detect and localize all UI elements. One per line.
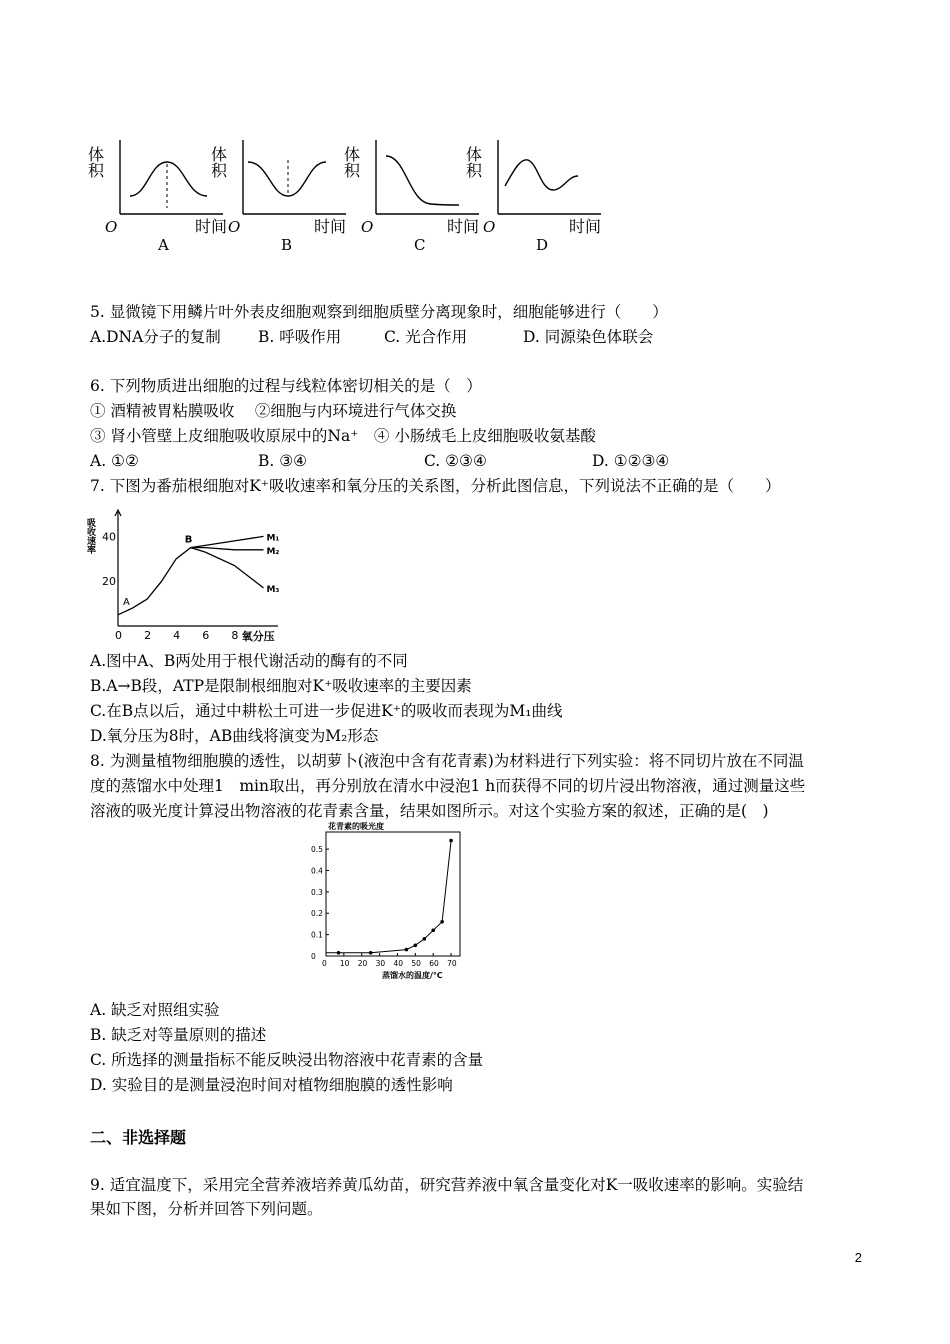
q6-items-line1: ① 酒精被胃粘膜吸收 ②细胞与内环境进行气体交换	[90, 402, 457, 420]
x-tick-label: 8	[231, 629, 239, 642]
graph-c-ylabel: 体积	[341, 146, 361, 178]
q8-line1: 8. 为测量植物细胞膜的透性，以胡萝卜(液泡中含有花青素)为材料进行下列实验：将不同切片放在不同温	[90, 752, 804, 770]
q7-stem: 7. 下图为番茄根细胞对K⁺吸收速率和氧分压的关系图，分析此图信息，下列说法不正确的是（ ）	[90, 477, 781, 495]
q8-option-c: C. 所选择的测量指标不能反映浸出物溶液中花青素的含量	[90, 1051, 484, 1069]
y-tick-label: 0	[311, 952, 316, 961]
page-number: 2	[854, 1250, 862, 1265]
section-title: 二、非选择题	[90, 1128, 187, 1147]
anthocyanin-chart	[306, 822, 476, 992]
data-point	[414, 944, 418, 948]
graph-b-ylabel: 体积	[208, 146, 228, 178]
graph-b-xlabel: 时间	[314, 217, 347, 236]
x-tick-label: 30	[375, 959, 386, 968]
graph-d	[464, 140, 602, 254]
graph-a-letter: A	[158, 236, 169, 254]
x-tick-label: 0	[322, 959, 327, 968]
q5-option-c: C. 光合作用	[384, 328, 468, 346]
q8-option-a: A. 缺乏对照组实验	[90, 1001, 220, 1019]
graph-c	[342, 140, 480, 254]
q9-line1: 9. 适宜温度下，采用完全营养液培养黄瓜幼苗，研究营养液中氧含量变化对K一吸收速率的影响。实验结	[90, 1176, 804, 1194]
x-tick-label: 0	[115, 629, 122, 642]
series-label: M₃	[266, 584, 280, 595]
graph-b-letter: B	[281, 236, 293, 254]
x-tick-label: 50	[411, 959, 421, 968]
data-point	[369, 951, 373, 955]
q5-option-b: B. 呼吸作用	[258, 328, 342, 346]
q7-option-a: A.图中A、B两处用于根代谢活动的酶有的不同	[90, 652, 408, 670]
q5-option-a: A.DNA分子的复制	[90, 328, 221, 346]
y-tick-label: 0.5	[311, 845, 323, 855]
data-point	[405, 948, 409, 952]
x-axis-label: 氧分压	[241, 630, 275, 643]
series-label: M₂	[266, 546, 280, 557]
q6-option-d: D. ①②③④	[592, 452, 670, 470]
q6-items-line2: ③ 肾小管壁上皮细胞吸收原尿中的Na⁺ ④ 小肠绒毛上皮细胞吸收氨基酸	[90, 427, 596, 445]
q9-line2: 果如下图，分析并回答下列问题。	[90, 1200, 323, 1218]
y-tick-label: 0.1	[311, 930, 323, 940]
q7-option-c: C.在B点以后，通过中耕松土可进一步促进K⁺的吸收而表现为M₁曲线	[90, 702, 563, 720]
graph-d-origin: O	[483, 218, 496, 236]
x-tick-label: 60	[429, 959, 439, 968]
graph-c-xlabel: 时间	[447, 217, 480, 236]
y-tick-label: 20	[102, 575, 116, 589]
volume-time-graphs	[85, 128, 635, 258]
y-tick-label: 40	[102, 530, 116, 544]
k-absorption-chart	[85, 506, 288, 643]
x-tick-label: 70	[447, 959, 457, 968]
series-label: M₁	[266, 533, 280, 544]
data-point	[431, 929, 435, 933]
q7-option-d: D.氧分压为8时，AB曲线将演变为M₂形态	[90, 727, 379, 745]
data-point	[449, 839, 453, 843]
graph-d-xlabel: 时间	[569, 217, 602, 236]
q6-option-c: C. ②③④	[424, 452, 487, 470]
q8-line2: 度的蒸馏水中处理1 min取出，再分别放在清水中浸泡1 h而获得不同的切片浸出物溶液，通过测量这些	[90, 777, 806, 795]
q6-option-a: A. ①②	[90, 452, 139, 470]
point-label-a: A	[123, 597, 130, 609]
graph-b-origin: O	[228, 218, 241, 236]
q5-stem: 5. 显微镜下用鳞片叶外表皮细胞观察到细胞质壁分离现象时，细胞能够进行（ ）	[90, 303, 668, 321]
graph-b	[209, 140, 347, 254]
data-point	[422, 937, 426, 941]
data-point	[440, 920, 444, 924]
y-axis-label: 吸收速率	[85, 518, 95, 554]
graph-a-ylabel: 体积	[85, 146, 105, 178]
x-tick-label: 6	[202, 629, 210, 642]
x-axis-label: 蒸馏水的温度/℃	[382, 971, 443, 980]
x-tick-label: 20	[357, 959, 368, 968]
q8-line3: 溶液的吸光度计算浸出物溶液的花青素含量，结果如图所示。对这个实验方案的叙述，正确的是( )	[90, 802, 769, 820]
chart-title: 花青素的吸光度	[328, 822, 384, 831]
y-tick-label: 0.4	[311, 866, 323, 876]
graph-a	[86, 140, 228, 254]
plot-frame	[326, 832, 460, 956]
graph-d-ylabel: 体积	[463, 146, 483, 178]
series-line	[191, 548, 264, 550]
q7-option-b: B.A→B段，ATP是限制根细胞对K⁺吸收速率的主要因素	[90, 677, 472, 695]
data-point	[337, 951, 341, 955]
q6-option-b: B. ③④	[258, 452, 308, 470]
graph-c-letter: C	[414, 236, 426, 254]
series-line	[191, 548, 264, 588]
graph-a-origin: O	[105, 218, 118, 236]
x-tick-label: 10	[339, 959, 350, 968]
y-tick-label: 0.3	[311, 887, 323, 897]
q8-option-b: B. 缺乏对等量原则的描述	[90, 1026, 267, 1044]
y-tick-label: 0.2	[311, 909, 323, 919]
trend-curve	[326, 841, 451, 953]
q6-stem: 6. 下列物质进出细胞的过程与线粒体密切相关的是（ ）	[90, 377, 482, 395]
q5-option-d: D. 同源染色体联会	[523, 328, 654, 346]
graph-c-origin: O	[361, 218, 374, 236]
q8-option-d: D. 实验目的是测量浸泡时间对植物细胞膜的透性影响	[90, 1076, 453, 1094]
graph-d-letter: D	[536, 236, 549, 254]
graph-a-xlabel: 时间	[195, 217, 228, 236]
x-tick-label: 40	[393, 959, 404, 968]
x-tick-label: 4	[173, 629, 181, 642]
point-label-b: B	[184, 534, 193, 546]
x-tick-label: 2	[144, 629, 152, 642]
